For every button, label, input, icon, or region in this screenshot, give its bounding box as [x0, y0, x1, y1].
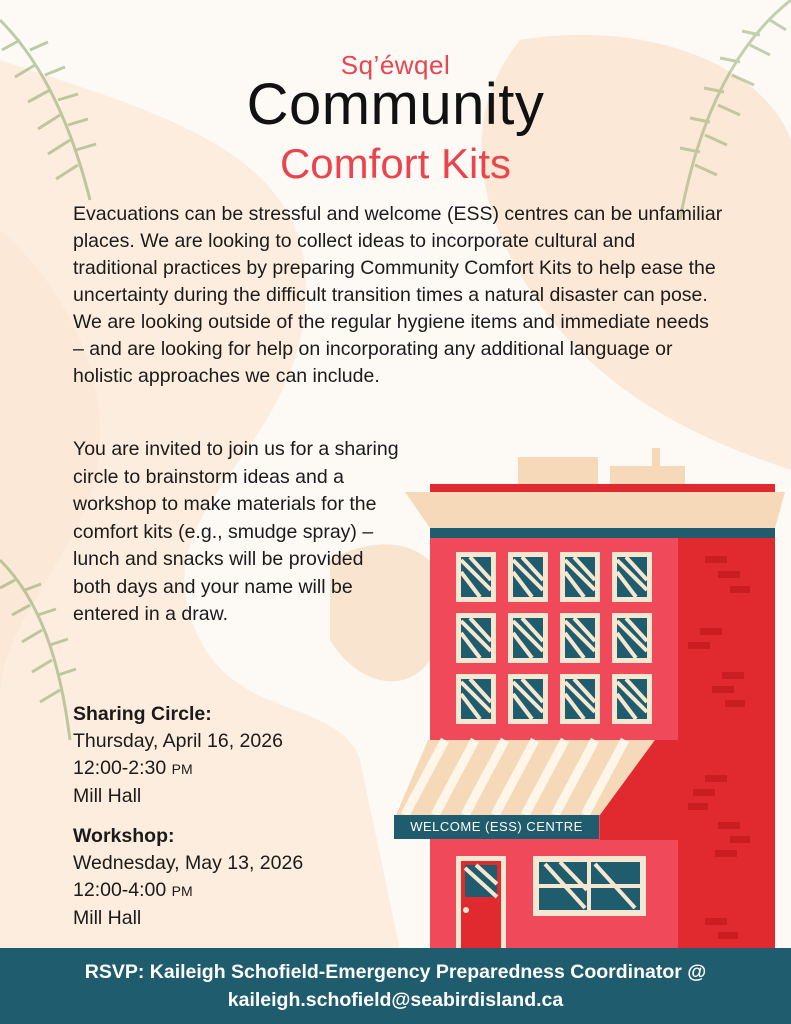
invite-paragraph: You are invited to join us for a sharing circle to brainstorm ideas and a workshop to make materials for the comfort kits (e.g., smudge spray) – lunch and snacks will be provided both days and your name will be entered in a draw. [73, 438, 399, 625]
workshop-details [73, 823, 393, 932]
sharing-circle-period: PM [171, 761, 193, 777]
workshop-heading: Workshop: [73, 825, 175, 847]
rsvp-contact: RSVP: Kaileigh Schofield-Emergency Preparedness Coordinator @ [84, 961, 707, 983]
sharing-circle-heading: Sharing Circle: [73, 703, 212, 725]
sharing-circle-time: 12:00-2:30 [73, 757, 167, 779]
sharing-circle-time-row [73, 755, 393, 783]
rsvp-email: kaileigh.schofield@seabirdisland.ca [227, 989, 564, 1011]
workshop-time-row [73, 877, 393, 905]
page-title: Community [246, 72, 545, 137]
sharing-circle-date: Thursday, April 16, 2026 [73, 730, 283, 752]
welcome-centre-sign: WELCOME (ESS) CENTRE [410, 819, 583, 834]
workshop-time: 12:00-4:00 [73, 879, 167, 901]
sharing-circle-details [73, 701, 393, 810]
intro-paragraph: Evacuations can be stressful and welcome (ESS) centres can be unfamiliar places. We are looking to collect ideas to incorporate cultural and traditional practices by preparing Community Comfort Kits to help ease the uncertainty during the difficult transition times a natural disaster can pose. We are looking outside of the regular hygiene items and immediate needs – and are looking for help on incorporating any additional language or holistic approaches we can include. [73, 203, 723, 387]
workshop-location: Mill Hall [73, 907, 142, 929]
workshop-date: Wednesday, May 13, 2026 [73, 852, 304, 874]
kicker-title: Sq’éwqel [340, 50, 451, 80]
sharing-circle-location: Mill Hall [73, 785, 142, 807]
building-illustration [390, 440, 791, 950]
workshop-period: PM [171, 883, 193, 899]
page-subtitle: Comfort Kits [279, 140, 512, 187]
rsvp-footer [0, 948, 791, 1024]
